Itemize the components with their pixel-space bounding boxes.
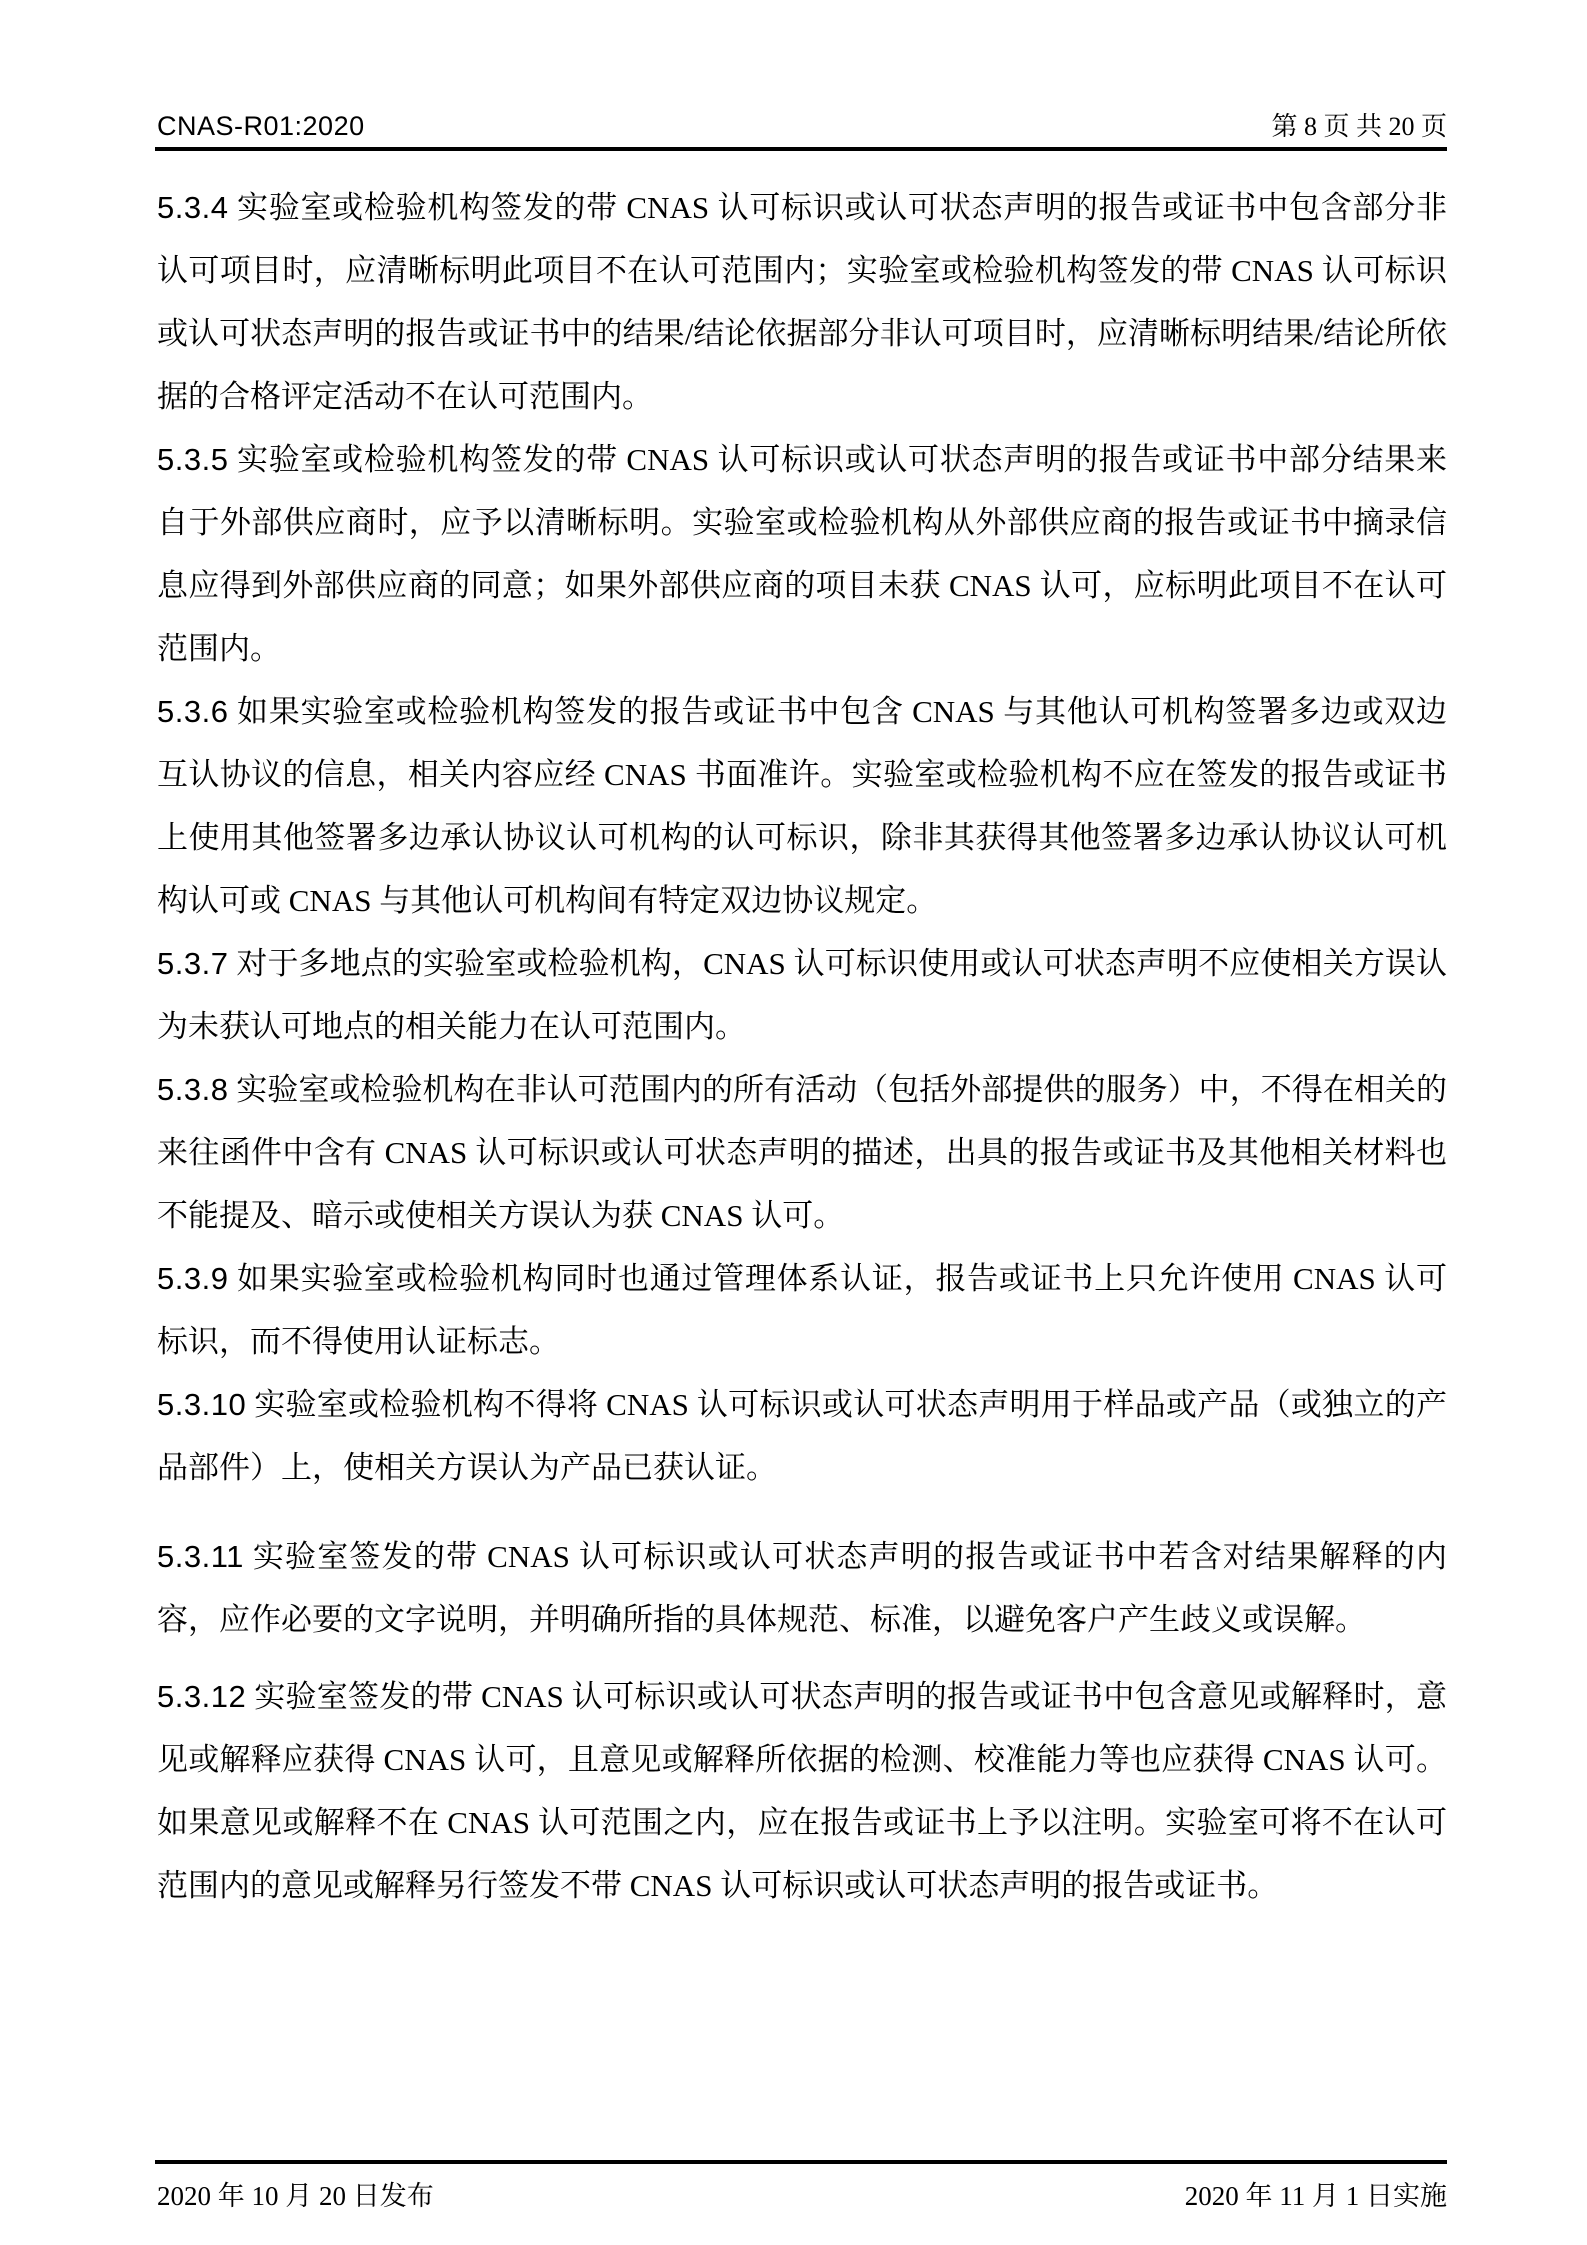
clause-text: 实验室或检验机构签发的带 CNAS 认可标识或认可状态声明的报告或证书中部分结果来自于外部供应商时，应予以清晰标明。实验室或检验机构从外部供应商的报告或证书中摘录信息应得到外部供应商的同意；如果外部供应商的项目未获 CNAS 认可，应标明此项目不在认可范围内。 bbox=[157, 442, 1447, 666]
clause-number: 5.3.8 bbox=[157, 1072, 229, 1107]
footer-divider bbox=[155, 2160, 1447, 2164]
clause-5-3-4 bbox=[157, 176, 1447, 428]
clause-5-3-7 bbox=[157, 932, 1447, 1058]
clause-number: 5.3.5 bbox=[157, 442, 229, 477]
clause-text: 如果实验室或检验机构签发的报告或证书中包含 CNAS 与其他认可机构签署多边或双边互认协议的信息，相关内容应经 CNAS 书面准许。实验室或检验机构不应在签发的报告或证书上使用其他签署多边承认协议认可机构的认可标识，除非其获得其他签署多边承认协议认可机构认可或 CNAS 与其他认可机构间有特定双边协议规定。 bbox=[157, 694, 1447, 918]
clause-number: 5.3.12 bbox=[157, 1679, 247, 1714]
clause-5-3-11 bbox=[157, 1525, 1447, 1651]
header-divider bbox=[155, 147, 1447, 151]
clause-text: 实验室签发的带 CNAS 认可标识或认可状态声明的报告或证书中若含对结果解释的内容，应作必要的文字说明，并明确所指的具体规范、标准，以避免客户产生歧义或误解。 bbox=[157, 1539, 1447, 1637]
clause-text: 对于多地点的实验室或检验机构，CNAS 认可标识使用或认可状态声明不应使相关方误认为未获认可地点的相关能力在认可范围内。 bbox=[157, 946, 1447, 1044]
release-date: 2020 年 10 月 20 日发布 bbox=[157, 2181, 434, 2211]
clause-5-3-12 bbox=[157, 1665, 1447, 1917]
clause-5-3-8 bbox=[157, 1058, 1447, 1247]
clause-5-3-10 bbox=[157, 1373, 1447, 1499]
clause-number: 5.3.7 bbox=[157, 946, 229, 981]
implementation-date: 2020 年 11 月 1 日实施 bbox=[1184, 2181, 1447, 2211]
clause-number: 5.3.9 bbox=[157, 1261, 229, 1296]
page-footer bbox=[157, 2174, 1447, 2213]
page-header bbox=[157, 106, 1447, 143]
clause-text: 如果实验室或检验机构同时也通过管理体系认证，报告或证书上只允许使用 CNAS 认可标识，而不得使用认证标志。 bbox=[157, 1261, 1447, 1359]
clause-text: 实验室签发的带 CNAS 认可标识或认可状态声明的报告或证书中包含意见或解释时，意见或解释应获得 CNAS 认可，且意见或解释所依据的检测、校准能力等也应获得 CNAS 认可。如果意见或解释不在 CNAS 认可范围之内，应在报告或证书上予以注明。实验室可将不在认可范围内的意见或解释另行签发不带 CNAS 认可标识或认可状态声明的报告或证书。 bbox=[157, 1679, 1447, 1903]
clause-number: 5.3.10 bbox=[157, 1387, 247, 1422]
page-number: 第 8 页 共 20 页 bbox=[1271, 112, 1447, 141]
clause-5-3-6 bbox=[157, 680, 1447, 932]
clause-number: 5.3.6 bbox=[157, 694, 229, 729]
clause-number: 5.3.4 bbox=[157, 190, 229, 225]
clause-text: 实验室或检验机构签发的带 CNAS 认可标识或认可状态声明的报告或证书中包含部分非认可项目时，应清晰标明此项目不在认可范围内；实验室或检验机构签发的带 CNAS 认可标识或认可状态声明的报告或证书中的结果/结论依据部分非认可项目时，应清晰标明结果/结论所依据的合格评定活动不在认可范围内。 bbox=[157, 190, 1447, 414]
clause-5-3-5 bbox=[157, 428, 1447, 680]
document-code: CNAS-R01:2020 bbox=[157, 111, 365, 141]
clause-5-3-9 bbox=[157, 1247, 1447, 1373]
clause-text: 实验室或检验机构在非认可范围内的所有活动（包括外部提供的服务）中，不得在相关的来往函件中含有 CNAS 认可标识或认可状态声明的描述，出具的报告或证书及其他相关材料也不能提及、暗示或使相关方误认为获 CNAS 认可。 bbox=[157, 1072, 1447, 1233]
clause-number: 5.3.11 bbox=[157, 1539, 244, 1574]
clause-text: 实验室或检验机构不得将 CNAS 认可标识或认可状态声明用于样品或产品（或独立的产品部件）上，使相关方误认为产品已获认证。 bbox=[157, 1387, 1447, 1485]
document-body bbox=[157, 176, 1447, 1917]
